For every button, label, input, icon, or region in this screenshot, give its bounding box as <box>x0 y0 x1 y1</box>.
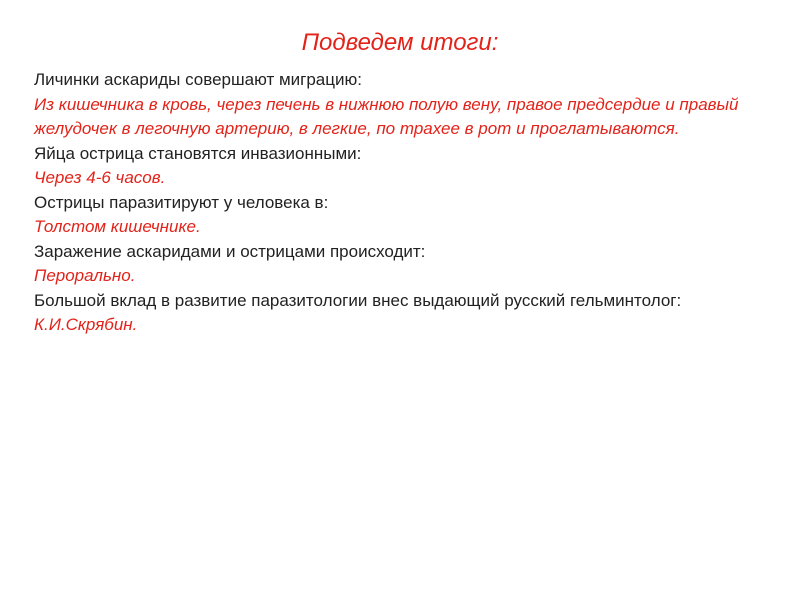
question-pinworm-location: Острицы паразитируют у человека в: <box>34 192 329 212</box>
question-migration: Личинки аскариды совершают миграцию: <box>34 70 362 89</box>
question-helminthologist: Большой вклад в развитие паразитологии внес выдающий русский гельминтолог: <box>34 290 682 310</box>
answer-infection-route: Перорально. <box>34 266 136 285</box>
answer-pinworm-location: Толстом кишечнике. <box>34 217 201 236</box>
question-infection-route: Заражение аскаридами и острицами происходит: <box>34 241 426 261</box>
slide-title: Подведем итоги: <box>301 29 499 56</box>
answer-helminthologist: К.И.Скрябин. <box>34 315 138 334</box>
answer-pinworm-eggs: Через 4-6 часов. <box>34 168 166 187</box>
question-pinworm-eggs: Яйца острица становятся инвазионными: <box>34 143 362 163</box>
summary-content <box>34 68 784 338</box>
answer-migration: Из кишечника в кровь, через печень в нижнюю полую вену, правое предсердие и правый желудочек в легочную артерию, в легкие, по трахее в рот и проглатываются. <box>34 94 739 138</box>
